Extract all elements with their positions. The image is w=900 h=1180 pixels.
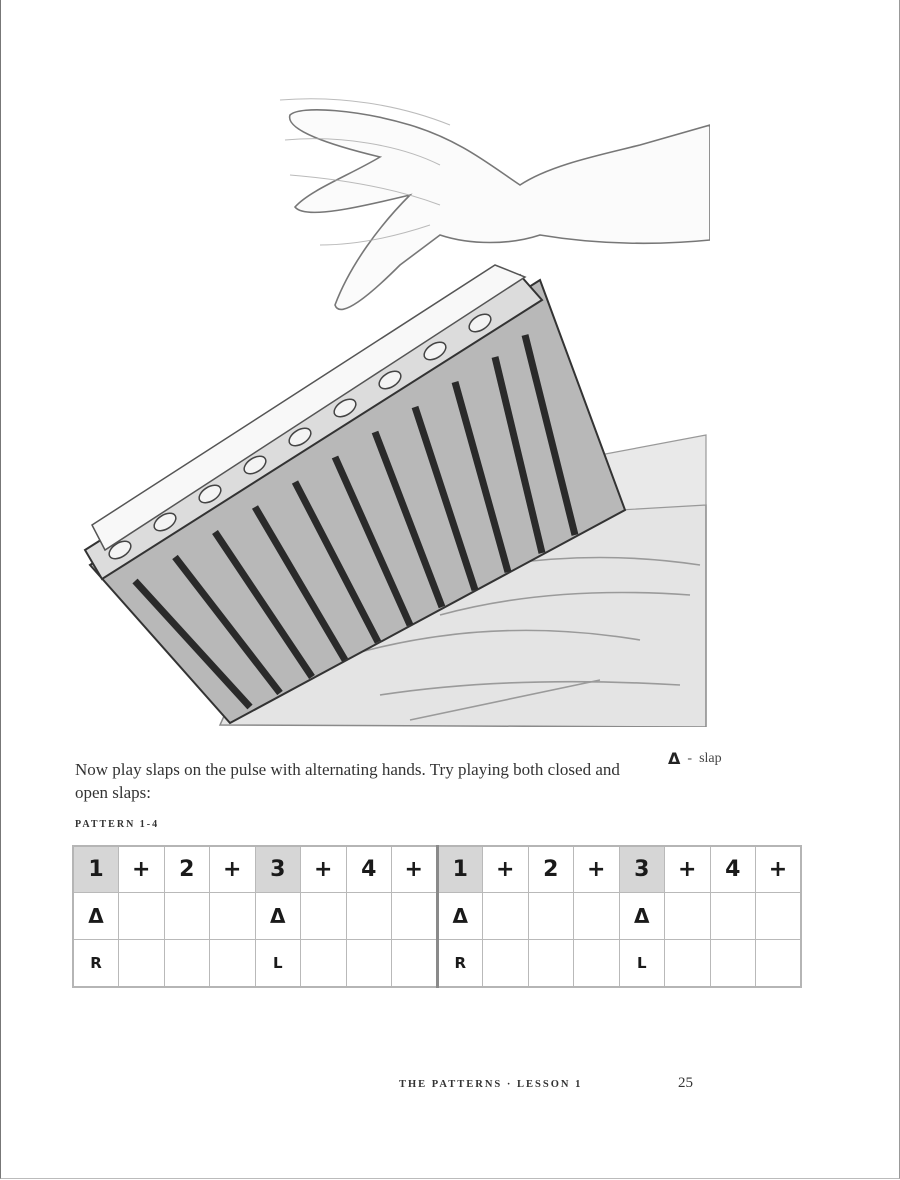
legend (668, 749, 722, 768)
counts-row (73, 846, 801, 893)
hand-cell (346, 940, 392, 988)
stroke-cell (528, 893, 574, 940)
stroke-cell (301, 893, 347, 940)
stroke-cell (210, 893, 256, 940)
count-cell: 1 (437, 846, 483, 893)
hand-cell (210, 940, 256, 988)
count-cell: 4 (710, 846, 756, 893)
stroke-cell (392, 893, 438, 940)
hand-cell (301, 940, 347, 988)
hand-cell (119, 940, 165, 988)
stroke-cell (346, 893, 392, 940)
count-cell: + (392, 846, 438, 893)
stroke-cell (483, 893, 529, 940)
stroke-cell (756, 893, 802, 940)
stroke-cell: Δ (619, 893, 665, 940)
count-cell: 2 (164, 846, 210, 893)
hands-row (73, 940, 801, 988)
legend-label: slap (699, 750, 722, 766)
legend-separator: - (687, 750, 693, 766)
hand-cell: L (255, 940, 301, 988)
hand-cell (574, 940, 620, 988)
stroke-cell (119, 893, 165, 940)
count-cell: 1 (73, 846, 119, 893)
count-cell: + (756, 846, 802, 893)
djembe-illustration (80, 95, 710, 727)
count-cell: + (301, 846, 347, 893)
intro-paragraph: Now play slaps on the pulse with alternating hands. Try playing both closed and open slaps: (75, 760, 620, 802)
stroke-cell (164, 893, 210, 940)
count-cell: + (665, 846, 711, 893)
count-cell: + (210, 846, 256, 893)
stroke-cell (710, 893, 756, 940)
count-cell: + (119, 846, 165, 893)
stroke-cell: Δ (437, 893, 483, 940)
hand-cell (756, 940, 802, 988)
count-cell: 4 (346, 846, 392, 893)
stroke-cell (665, 893, 711, 940)
hand-cell (483, 940, 529, 988)
pattern-grid (72, 845, 802, 988)
count-cell: + (483, 846, 529, 893)
stroke-cell (574, 893, 620, 940)
count-cell: 3 (255, 846, 301, 893)
slap-symbol: Δ (668, 749, 681, 768)
strokes-row (73, 893, 801, 940)
hand-cell (710, 940, 756, 988)
count-cell: + (574, 846, 620, 893)
page-number: 25 (678, 1075, 693, 1091)
stroke-cell: Δ (73, 893, 119, 940)
hand-cell: R (73, 940, 119, 988)
hand-cell (392, 940, 438, 988)
pattern-label: PATTERN 1-4 (75, 819, 160, 830)
hand-cell (528, 940, 574, 988)
hand-cell (665, 940, 711, 988)
count-cell: 2 (528, 846, 574, 893)
hand-cell: L (619, 940, 665, 988)
count-cell: 3 (619, 846, 665, 893)
hand-cell (164, 940, 210, 988)
stroke-cell: Δ (255, 893, 301, 940)
hand-cell: R (437, 940, 483, 988)
footer-section-title: THE PATTERNS · LESSON 1 (399, 1079, 583, 1090)
